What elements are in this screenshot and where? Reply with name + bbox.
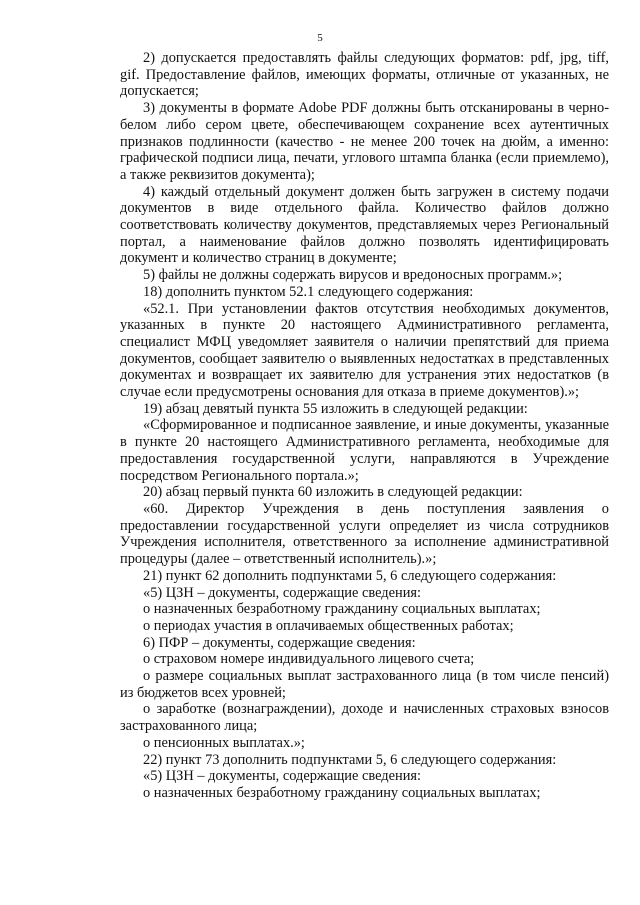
paragraph-pfr-heading: 6) ПФР – документы, содержащие сведения: <box>143 634 416 651</box>
paragraph-52-1: «52.1. При установлении фактов отсутствия необходимых документов, указанных в пункте 20 настоящего Административного регламента, специалист МФЦ уведомляет заявителя о наличии препятствий для приема документов, сообщает заявителю о выявленных недостатках в представленных документах и возвращает их заявителю для устранения этих недостатков (в случае если предусмотрены основания для отказа в приеме документов).»; <box>120 300 609 401</box>
paragraph-signed-application: «Сформированное и подписанное заявление, и иные документы, указанные в пункте 20 настоящего Административного регламента, необходимые для предоставления государственной услуги, направляются в Учреждение посредством Регионального портала.»; <box>120 417 609 484</box>
paragraph-pfr-snils: о страховом номере индивидуального лицевого счета; <box>143 651 475 668</box>
paragraph-file-formats: 2) допускается предоставлять файлы следующих форматов: pdf, jpg, tiff, gif. Предоставление файлов, имеющих форматы, отличные от указанных, не допускается; <box>120 50 609 100</box>
paragraph-separate-file: 4) каждый отдельный документ должен быть загружен в систему подачи документов в виде отдельного файла. Количество файлов должно соответствовать количеству документов, представляемых через Региональный портал, а наименование файлов должно позволять идентифицировать документ и количество страниц в документе; <box>120 183 609 267</box>
paragraph-pfr-pensions: о пенсионных выплатах.»; <box>143 734 305 751</box>
paragraph-item-20: 20) абзац первый пункта 60 изложить в следующей редакции: <box>143 484 523 501</box>
paragraph-czn-public-works: о периодах участия в оплачиваемых общественных работах; <box>143 617 514 634</box>
paragraph-czn-heading: «5) ЦЗН – документы, содержащие сведения: <box>143 584 422 601</box>
paragraph-60-director: «60. Директор Учреждения в день поступления заявления о предоставлении государственной услуги определяет из числа сотрудников Учреждения исполнителя, ответственного за исполнение административной процедуры (далее – ответственный исполнитель).»; <box>120 500 609 568</box>
page-number: 5 <box>317 32 323 44</box>
paragraph-czn-payments: о назначенных безработному гражданину социальных выплатах; <box>143 601 541 618</box>
paragraph-no-viruses: 5) файлы не должны содержать вирусов и вредоносных программ.»; <box>143 267 563 284</box>
paragraph-item-19: 19) абзац девятый пункта 55 изложить в следующей редакции: <box>143 400 528 417</box>
paragraph-pdf-scan: 3) документы в формате Adobe PDF должны быть отсканированы в черно-белом либо сером цвете, обеспечивающем сохранение всех аутентичных признаков подлинности (качество - не менее 200 точек на дюйм, а именно: графической подписи лица, печати, углового штампа бланка (если приемлемо), а также реквизитов документа); <box>120 100 609 183</box>
document-body <box>120 50 609 802</box>
paragraph-item-22: 22) пункт 73 дополнить подпунктами 5, 6 следующего содержания: <box>143 751 557 768</box>
paragraph-pfr-earnings: о заработке (вознаграждении), доходе и начисленных страховых взносов застрахованного лица; <box>120 701 609 735</box>
paragraph-item-21: 21) пункт 62 дополнить подпунктами 5, 6 следующего содержания: <box>143 567 557 584</box>
paragraph-czn-heading-2: «5) ЦЗН – документы, содержащие сведения: <box>143 768 422 785</box>
paragraph-item-18: 18) дополнить пунктом 52.1 следующего содержания: <box>143 283 474 300</box>
paragraph-czn-payments-2: о назначенных безработному гражданину социальных выплатах; <box>143 784 541 801</box>
paragraph-pfr-social-payments: о размере социальных выплат застрахованного лица (в том числе пенсий) из бюджетов всех уровней; <box>120 668 609 701</box>
